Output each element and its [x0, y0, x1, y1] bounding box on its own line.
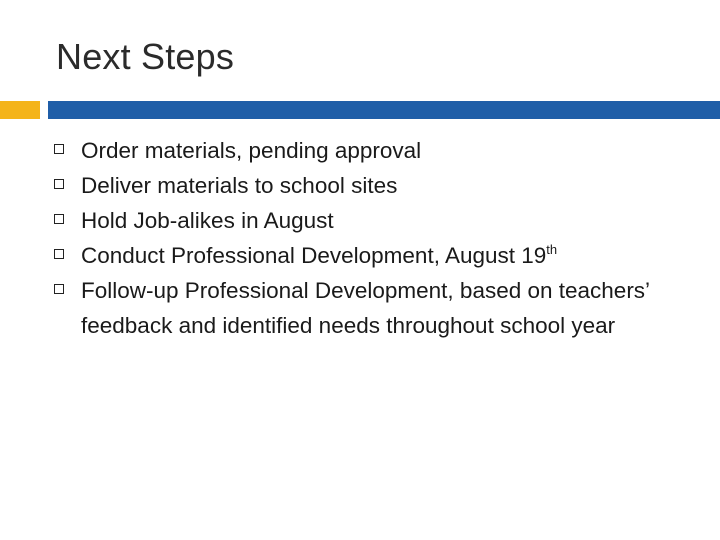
square-bullet-icon [54, 144, 64, 154]
bullet-list [54, 133, 694, 343]
bullet-item [54, 273, 694, 343]
bullet-item [54, 238, 694, 273]
bullet-text: Deliver materials to school sites [81, 173, 398, 198]
bullet-text: Order materials, pending approval [81, 138, 422, 163]
bullet-item [54, 203, 694, 238]
square-bullet-icon [54, 214, 64, 224]
bullet-text: Hold Job-alikes in August [81, 208, 334, 233]
bullet-item [54, 133, 694, 168]
bullet-text: Follow-up Professional Development, based on teachers’ feedback and identified needs throughout school year [81, 278, 650, 338]
slide-title: Next Steps [56, 36, 235, 77]
accent-bar-gold [0, 101, 40, 119]
square-bullet-icon [54, 249, 64, 259]
ordinal-superscript: th [546, 242, 558, 257]
accent-bar-blue [48, 101, 720, 119]
square-bullet-icon [54, 284, 64, 294]
square-bullet-icon [54, 179, 64, 189]
bullet-text: Conduct Professional Development, August 19 [81, 243, 547, 268]
bullet-item [54, 168, 694, 203]
